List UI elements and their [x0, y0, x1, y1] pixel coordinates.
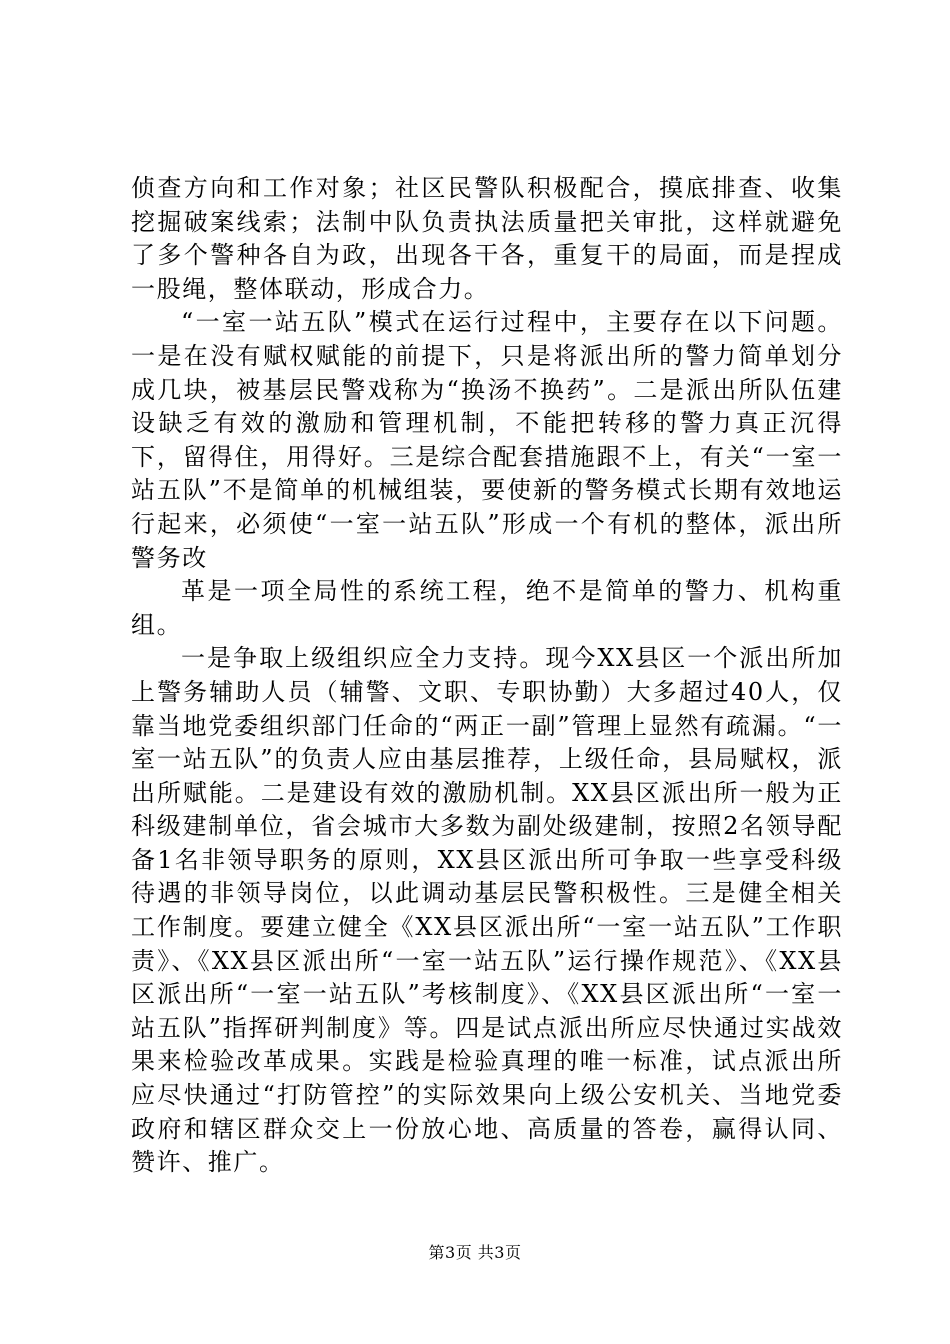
paragraph-1: 侦查方向和工作对象；社区民警队积极配合，摸底排查、收集挖掘破案线索；法制中队负责执法质量把关审批，这样就避免了多个警种各自为政，出现各干各，重复干的局面，而是捏成一股绳，整体联动，形成合力。	[131, 174, 843, 303]
body-text	[131, 172, 843, 1180]
paragraph-4: 一是争取上级组织应全力支持。现今XX县区一个派出所加上警务辅助人员（辅警、文职、专职协勤）大多超过40人，仅靠当地党委组织部门任命的“两正一副”管理上显然有疏漏。“一室一站五队”的负责人应由基层推荐，上级任命，县局赋权，派出所赋能。二是建设有效的激励机制。XX县区派出所一般为正科级建制单位，省会城市大多数为副处级建制，按照2名领导配备1名非领导职务的原则，XX县区派出所可争取一些享受科级待遇的非领导岗位，以此调动基层民警积极性。三是健全相关工作制度。要建立健全《XX县区派出所“一室一站五队”工作职责》、《XX县区派出所“一室一站五队”运行操作规范》、《XX县区派出所“一室一站五队”考核制度》、《XX县区派出所“一室一站五队”指挥研判制度》等。四是试点派出所应尽快通过实战效果来检验改革成果。实践是检验真理的唯一标准，试点派出所应尽快通过“打防管控”的实际效果向上级公安机关、当地党委政府和辖区群众交上一份放心地、高质量的答卷，赢得认同、赞许、推广。	[131, 644, 843, 1177]
paragraph-3: 革是一项全局性的系统工程，绝不是简单的警力、机构重组。	[131, 577, 843, 639]
page-footer: 第3页 共3页	[428, 1243, 522, 1262]
paragraph-2: “一室一站五队”模式在运行过程中，主要存在以下问题。一是在没有赋权赋能的前提下，只是将派出所的警力简单划分成几块，被基层民警戏称为“换汤不换药”。二是派出所队伍建设缺乏有效的激励和管理机制，不能把转移的警力真正沉得下，留得住，用得好。三是综合配套措施跟不上，有关“一室一站五队”不是简单的机械组装，要使新的警务模式长期有效地运行起来，必须使“一室一站五队”形成一个有机的整体，派出所警务改	[131, 308, 843, 572]
